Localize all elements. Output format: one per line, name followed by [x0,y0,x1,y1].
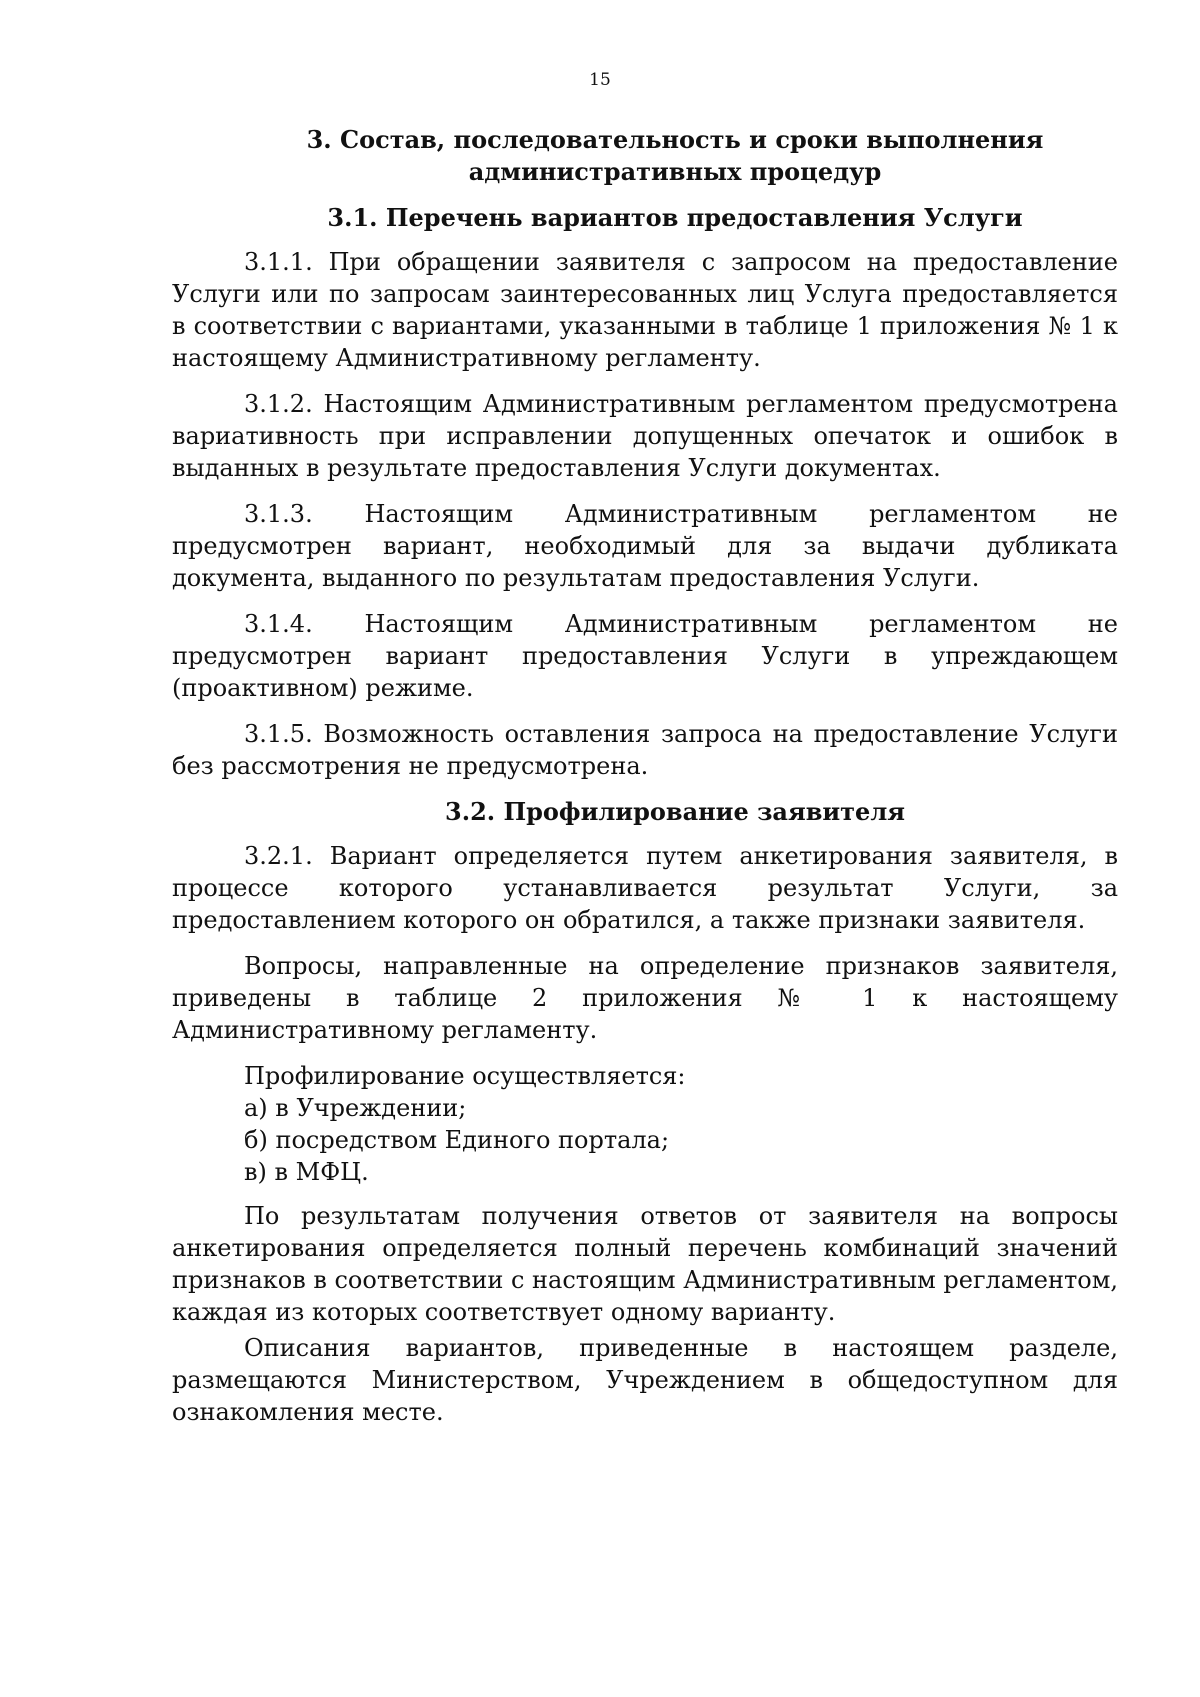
list-item: в) в МФЦ. [244,1158,369,1186]
paragraph-3-1-3: 3.1.3. Настоящим Административным регламентом не предусмотрен вариант, необходимый для за выдачи дубликата документа, выданного по результатам предоставления Услуги. [172,500,1118,592]
profiling-list [172,1060,1118,1188]
page-number: 15 [589,70,611,90]
paragraph-3-1-2: 3.1.2. Настоящим Административным регламентом предусмотрена вариативность при исправлении допущенных опечаток и ошибок в выданных в результате предоставления Услуги документах. [172,390,1118,482]
list-item: б) посредством Единого портала; [244,1126,670,1154]
section-3-heading [172,124,1118,188]
list-item: а) в Учреждении; [244,1094,467,1122]
paragraph-results: По результатам получения ответов от заявителя на вопросы анкетирования определяется полный перечень комбинаций значений признаков в соответствии с настоящим Административным регламентом, каждая из которых соответствует одному варианту. [172,1202,1118,1326]
section-3-heading-line-1: 3. Состав, последовательность и сроки выполнения [306,125,1044,154]
profiling-list-intro: Профилирование осуществляется: [244,1062,686,1090]
paragraph-questions: Вопросы, направленные на определение признаков заявителя, приведены в таблице 2 приложения № 1 к настоящему Административному регламенту. [172,952,1118,1044]
section-3-heading-line-2: административных процедур [468,157,882,186]
paragraph-3-1-4: 3.1.4. Настоящим Административным регламентом не предусмотрен вариант предоставления Услуги в упреждающем (проактивном) режиме. [172,610,1118,702]
paragraph-3-1-1: 3.1.1. При обращении заявителя с запросом на предоставление Услуги или по запросам заинтересованных лиц Услуга предоставляется в соответствии с вариантами, указанными в таблице 1 приложения № 1 к настоящему Административному регламенту. [172,248,1118,372]
paragraph-descriptions: Описания вариантов, приведенные в настоящем разделе, размещаются Министерством, Учреждением в общедоступном для ознакомления месте. [172,1334,1118,1426]
document-body [172,124,1118,1442]
section-3-2-heading: 3.2. Профилирование заявителя [445,797,905,826]
section-3-1-heading: 3.1. Перечень вариантов предоставления Услуги [327,203,1023,232]
paragraph-3-1-5: 3.1.5. Возможность оставления запроса на предоставление Услуги без рассмотрения не предусмотрена. [172,720,1118,780]
paragraph-3-2-1: 3.2.1. Вариант определяется путем анкетирования заявителя, в процессе которого устанавливается результат Услуги, за предоставлением которого он обратился, а также признаки заявителя. [172,842,1118,934]
